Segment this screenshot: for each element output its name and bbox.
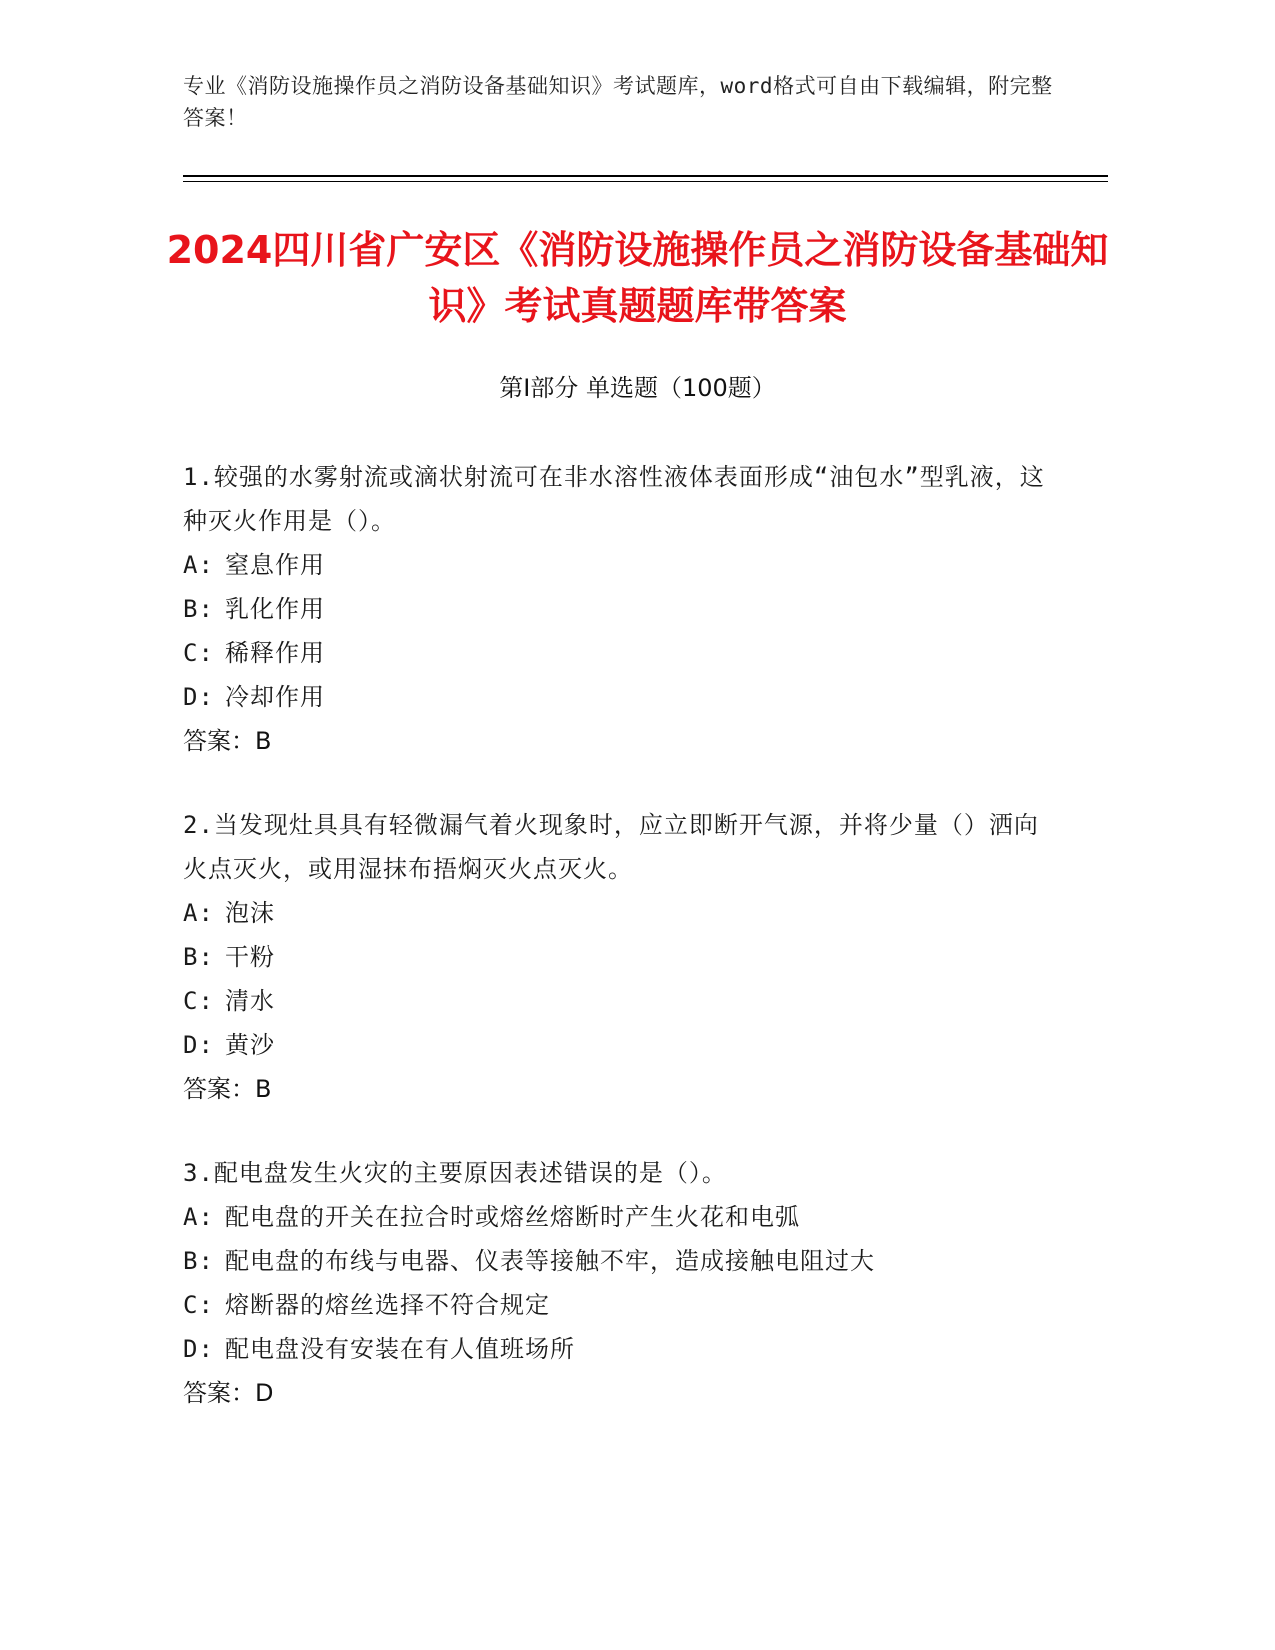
option-d [183,675,1063,719]
answer-line: 答案：B [183,727,272,755]
option-c [183,631,1063,675]
option-c [183,1283,1063,1327]
question-1 [183,455,1063,763]
option-key: D: [183,1031,214,1059]
question-3 [183,1151,1063,1415]
question-stem: 3.配电盘发生火灾的主要原因表述错误的是（）。 [183,1159,727,1187]
document-title: 2024四川省广安区《消防设施操作员之消防设备基础知识》考试真题题库带答案 [166,228,1109,328]
question-stem: 2.当发现灶具具有轻微漏气着火现象时，应立即断开气源，并将少量（）洒向火点灭火，或用湿抹布捂焖灭火点灭火。 [183,811,1039,883]
option-text: 熔断器的熔丝选择不符合规定 [225,1291,550,1319]
header-note: 专业《消防设施操作员之消防设备基础知识》考试题库，word格式可自由下载编辑，附完整答案！ [183,74,1053,130]
option-text: 干粉 [225,943,275,971]
header-divider-thin [183,181,1108,182]
option-text: 清水 [225,987,275,1015]
option-text: 稀释作用 [225,639,325,667]
option-key: D: [183,683,214,711]
option-a [183,891,1063,935]
answer-line: 答案：B [183,1075,272,1103]
answer-line: 答案：D [183,1379,274,1407]
option-key: C: [183,1291,214,1319]
option-text: 冷却作用 [225,683,325,711]
option-b [183,587,1063,631]
option-b [183,1239,1063,1283]
option-d [183,1023,1063,1067]
option-c [183,979,1063,1023]
option-key: A: [183,1203,214,1231]
option-text: 配电盘没有安装在有人值班场所 [225,1335,575,1363]
question-stem: 1.较强的水雾射流或滴状射流可在非水溶性液体表面形成“油包水”型乳液，这种灭火作用是（）。 [183,463,1045,535]
option-key: A: [183,899,214,927]
option-a [183,1195,1063,1239]
option-key: B: [183,943,214,971]
header-divider-thick [183,175,1108,177]
option-key: D: [183,1335,214,1363]
option-text: 黄沙 [225,1031,275,1059]
option-a [183,543,1063,587]
section-heading: 第Ⅰ部分 单选题（100题） [499,374,776,402]
option-text: 乳化作用 [225,595,325,623]
option-text: 配电盘的开关在拉合时或熔丝熔断时产生火花和电弧 [225,1203,800,1231]
option-text: 泡沫 [225,899,275,927]
question-2 [183,803,1063,1111]
question-list [183,455,1063,1455]
option-d [183,1327,1063,1371]
option-key: B: [183,595,214,623]
option-key: C: [183,639,214,667]
option-key: C: [183,987,214,1015]
option-key: A: [183,551,214,579]
option-text: 窒息作用 [225,551,325,579]
option-key: B: [183,1247,214,1275]
option-text: 配电盘的布线与电器、仪表等接触不牢，造成接触电阻过大 [225,1247,875,1275]
option-b [183,935,1063,979]
